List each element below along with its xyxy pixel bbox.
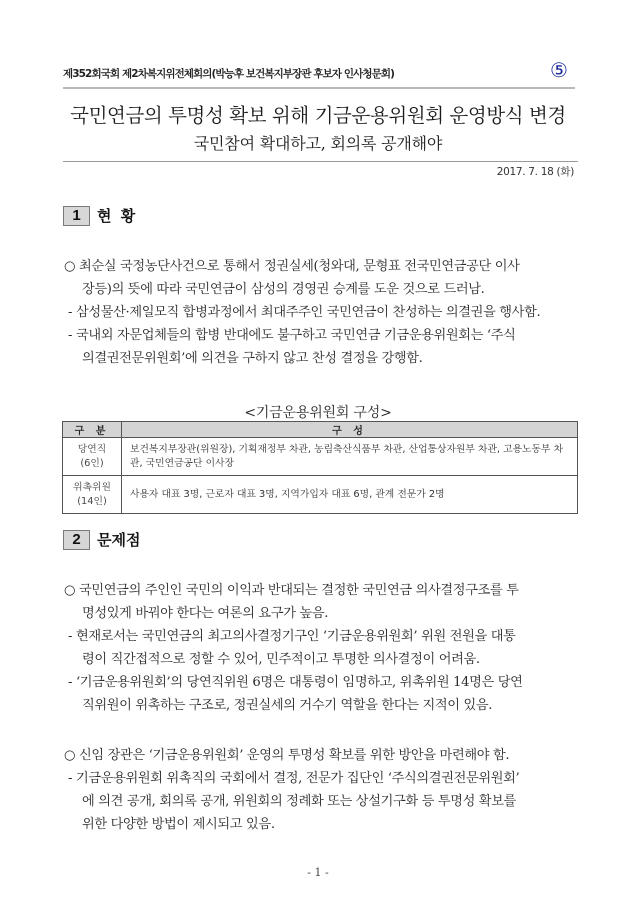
table-header-row bbox=[63, 422, 578, 438]
circle-bullet-icon: ○ bbox=[64, 583, 76, 598]
section-1-number-box: 1 bbox=[63, 206, 90, 226]
bullet-item: ○ 신임 장관은 ‘기금운용위원회’ 운영의 투명성 확보를 위한 방안을 마련해야 함. bbox=[64, 748, 510, 763]
dash-item: - 국내외 자문업체들의 합병 반대에도 불구하고 국민연금 기금운용위원회는 ‘주식 bbox=[68, 328, 516, 343]
dash-item: - 현재로서는 국민연금의 최고의사결정기구인 ‘기금운용위원회’ 위원 전원을 대통 bbox=[68, 629, 516, 644]
section-2-number-box: 2 bbox=[63, 530, 90, 550]
table-caption: <기금운용위원회 구성> bbox=[244, 405, 392, 421]
page-number: - 1 - bbox=[307, 866, 329, 879]
dash-bullet-icon: - bbox=[68, 328, 73, 343]
section-1-body: ○ 최순실 국정농단사건으로 통해서 정권실세(청와대, 문형표 전국민연금공단 이사 장등)의 뜻에 따라 국민연금이 삼성의 경영권 승계를 도운 것으로 드러남. - 삼성물산·제일모직 합병과정에서 최대주주인 국민연금이 찬성하는 의결권을 행사함. - 국내외 자문업체들의 합병 반대에도 불구하고 국민연금 기금운용위원회는 ‘주식 의결권전문위원회’에 의견을 구하지 않고 찬성 결정을 강행함. bbox=[64, 255, 584, 370]
section-2-heading: 문제점 bbox=[97, 531, 141, 549]
dash-item: - 삼성물산·제일모직 합병과정에서 최대주주인 국민연금이 찬성하는 의결권을 행사함. bbox=[68, 305, 541, 320]
column-header-category: 구 분 bbox=[63, 422, 122, 438]
circle-bullet-icon: ○ bbox=[64, 748, 76, 763]
dash-item: - ‘기금운용위원회’의 당연직위원 6명은 대통령이 임명하고, 위촉위원 14명은 당연 bbox=[68, 675, 523, 690]
category-cell: 당연직 (6인) bbox=[63, 438, 122, 476]
dash-bullet-icon: - bbox=[68, 629, 73, 644]
document-date: 2017. 7. 18 (화) bbox=[496, 166, 574, 178]
document-number-badge: ⑤ bbox=[550, 58, 568, 82]
section-1-heading: 현 황 bbox=[97, 207, 138, 225]
bullet-item: ○ 최순실 국정농단사건으로 통해서 정권실세(청와대, 문형표 전국민연금공단 이사 bbox=[64, 259, 520, 274]
dash-bullet-icon: - bbox=[68, 771, 73, 786]
table-row bbox=[63, 476, 578, 514]
column-header-composition: 구 성 bbox=[122, 422, 578, 438]
dash-bullet-icon: - bbox=[68, 305, 73, 320]
circle-bullet-icon: ○ bbox=[64, 259, 76, 274]
page-title: 국민연금의 투명성 확보 위해 기금운용위원회 운영방식 변경 bbox=[70, 104, 566, 127]
section-2-body-continued: ○ 신임 장관은 ‘기금운용위원회’ 운영의 투명성 확보를 위한 방안을 마련해야 함. - 기금운용위원회 위촉직의 국회에서 결정, 전문가 집단인 ‘주식의결권전문위원회’ 에 의견 공개, 회의록 공개, 위원회의 정례화 또는 상설기구화 등 투명성 확보를 위한 다양한 방법이 제시되고 있음. bbox=[64, 744, 584, 836]
title-divider bbox=[63, 161, 578, 162]
composition-cell: 사용자 대표 3명, 근로자 대표 3명, 지역가입자 대표 6명, 관계 전문가 2명 bbox=[122, 476, 578, 514]
dash-item: - 기금운용위원회 위촉직의 국회에서 결정, 전문가 집단인 ‘주식의결권전문위원회’ bbox=[68, 771, 520, 786]
table-row bbox=[63, 438, 578, 476]
dash-bullet-icon: - bbox=[68, 675, 73, 690]
header-divider bbox=[63, 87, 575, 89]
section-2-body: ○ 국민연금의 주인인 국민의 이익과 반대되는 결정한 국민연금 의사결정구조를 투 명성있게 바꿔야 한다는 여론의 요구가 높음. - 현재로서는 국민연금의 최고의사결정기구인 ‘기금운용위원회’ 위원 전원을 대통 령이 직간접적으로 정할 수 있어, 민주적이고 투명한 의사결정이 어려움. - ‘기금운용위원회’의 당연직위원 6명은 대통령이 임명하고, 위촉위원 14명은 당연 직위원이 위촉하는 구조로, 정권실세의 거수기 역할을 한다는 지적이 있음. bbox=[64, 579, 584, 717]
page-subtitle: 국민참여 확대하고, 회의록 공개해야 bbox=[193, 134, 443, 153]
bullet-item: ○ 국민연금의 주인인 국민의 이익과 반대되는 결정한 국민연금 의사결정구조를 투 bbox=[64, 583, 519, 598]
category-cell: 위촉위원 (14인) bbox=[63, 476, 122, 514]
committee-composition-table bbox=[62, 421, 578, 514]
composition-cell: 보건복지부장관(위원장), 기획재정부 차관, 농림축산식품부 차관, 산업통상자원부 차관, 고용노동부 차관, 국민연금공단 이사장 bbox=[122, 438, 578, 476]
session-header: 제352회국회 제2차복지위전체회의(박능후 보건복지부장관 후보자 인사청문회) bbox=[63, 68, 394, 80]
